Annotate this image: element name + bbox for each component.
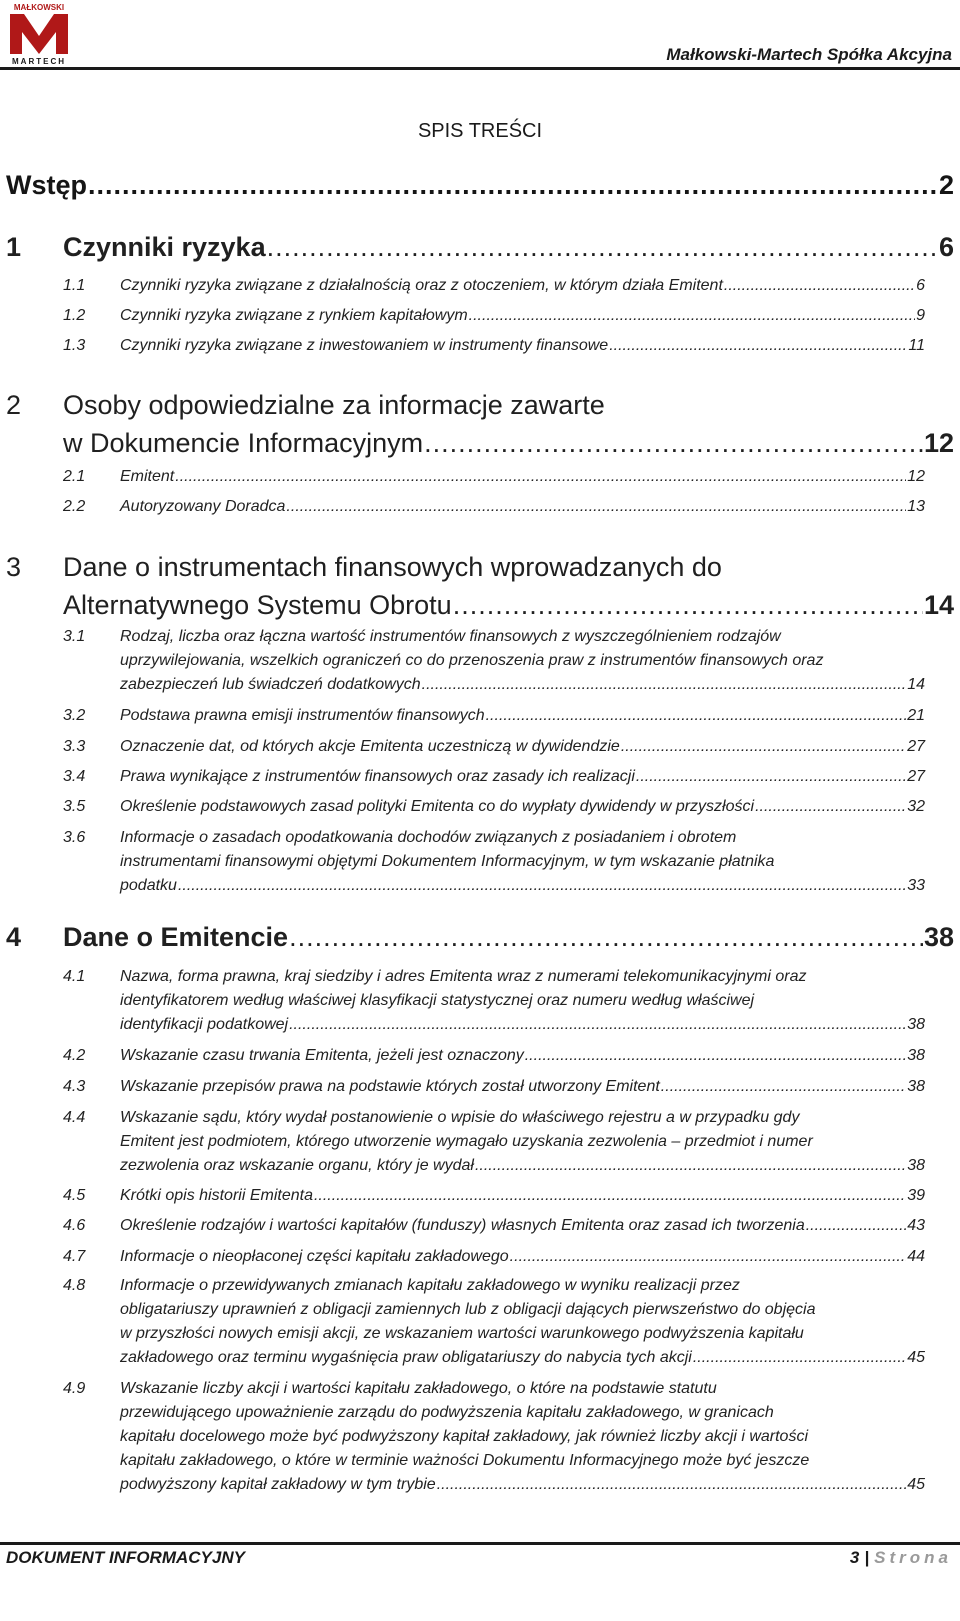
section-number: 3: [6, 552, 22, 582]
entry-text-line: podwyższony kapitał zakładowy w tym trybie: [120, 1476, 436, 1493]
section-number: 1: [6, 232, 22, 262]
section-title-line: Dane o instrumentach finansowych wprowadzanych do: [63, 552, 722, 582]
toc-entry-1-3[interactable]: [0, 337, 960, 359]
entry-text-line: uprzywilejowania, wszelkich ograniczeń co do przenoszenia praw z instrumentów finansowych oraz: [120, 652, 824, 669]
entry-text-line: instrumentami finansowymi objętymi Dokumentem Informacyjnym, w tym wskazanie płatnika: [120, 853, 775, 870]
entry-number: 3.5: [63, 798, 86, 815]
entry-number: 4.4: [63, 1109, 86, 1126]
entry-text-line: obligatariuszy uprawnień z obligacji zamiennych lub z obligacji dających pierwszeństwo do objęcia: [120, 1301, 816, 1318]
entry-text-line: przewidującego upoważnienie zarządu do podwyższenia kapitału zakładowego, w granicach: [120, 1404, 774, 1421]
entry-text-line: zezwolenia oraz wskazanie organu, który je wydał: [120, 1157, 474, 1174]
toc-entry-4-7[interactable]: [0, 1248, 960, 1270]
dot-leader: [453, 590, 923, 621]
toc-entry-3-4[interactable]: [0, 768, 960, 790]
svg-text:MARTECH: MARTECH: [12, 57, 66, 66]
dot-leader: [289, 922, 923, 953]
toc-page-number: 14: [907, 676, 925, 693]
toc-entry-4-6[interactable]: [0, 1217, 960, 1239]
entry-text: Czynniki ryzyka związane z inwestowaniem w instrumenty finansowe: [120, 337, 609, 354]
dot-leader: [661, 1078, 906, 1096]
toc-page-number: 11: [908, 337, 925, 354]
toc-entry-2-1[interactable]: [0, 468, 960, 490]
entry-text-line: identyfikatorem według właściwej klasyfikacji statystycznej oraz numeru według właściwej: [120, 992, 755, 1009]
toc-page-number: 33: [907, 877, 925, 894]
dot-leader: [724, 277, 915, 295]
toc-section-4[interactable]: [0, 922, 960, 962]
entry-text-line: Informacje o przewidywanych zmianach kapitału zakładowego w wyniku realizacji przez: [120, 1277, 740, 1294]
dot-leader: [693, 1349, 906, 1367]
toc-entry-1-2[interactable]: [0, 307, 960, 329]
toc-entry-3-2[interactable]: [0, 707, 960, 729]
toc-entry-1-1[interactable]: [0, 277, 960, 299]
footer-strona-label: Strona: [874, 1548, 952, 1567]
svg-text:MAŁKOWSKI: MAŁKOWSKI: [13, 3, 65, 12]
footer-document-name: DOKUMENT INFORMACYJNY: [6, 1548, 245, 1567]
toc-page-number: 38: [907, 1078, 925, 1095]
toc-page-number: 45: [907, 1349, 925, 1366]
entry-number: 4.8: [63, 1277, 86, 1294]
dot-leader: [178, 877, 906, 895]
toc-entry-4-8[interactable]: [0, 1277, 960, 1375]
footer-separator: |: [864, 1548, 870, 1567]
toc-page-number: 9: [916, 307, 925, 324]
section-number: 2: [6, 390, 22, 420]
toc-page-number: 13: [907, 498, 925, 515]
dot-leader: [486, 707, 907, 725]
section-title: Czynniki ryzyka: [63, 232, 266, 262]
dot-leader: [175, 468, 906, 486]
entry-number: 4.6: [63, 1217, 86, 1234]
toc-section-3[interactable]: [0, 552, 960, 632]
toc-page-number: 38: [907, 1157, 925, 1174]
entry-text: Określenie podstawowych zasad polityki Emitenta co do wypłaty dywidendy w przyszłości: [120, 798, 755, 815]
toc-page-number: 21: [907, 707, 925, 724]
entry-number: 3.2: [63, 707, 86, 724]
dot-leader: [636, 768, 906, 786]
entry-text-line: Wskazanie liczby akcji i wartości kapitału zakładowego, o które na podstawie statutu: [120, 1380, 717, 1397]
entry-text: Czynniki ryzyka związane z rynkiem kapitałowym: [120, 307, 468, 324]
entry-text-line: Rodzaj, liczba oraz łączna wartość instrumentów finansowych z wyszczególnieniem rodzajów: [120, 628, 781, 645]
entry-text-line: Wskazanie sądu, który wydał postanowienie o wpisie do właściwego rejestru a w przypadku gdy: [120, 1109, 800, 1126]
toc-page-number: 39: [907, 1187, 925, 1204]
dot-leader: [437, 1476, 907, 1494]
entry-text: Oznaczenie dat, od których akcje Emitenta uczestniczą w dywidendzie: [120, 738, 620, 755]
toc-page-number: 44: [907, 1248, 925, 1265]
dot-leader: [475, 1157, 906, 1175]
toc-page-number: 14: [923, 590, 954, 620]
toc-entry-3-1[interactable]: [0, 628, 960, 702]
entry-text: Czynniki ryzyka związane z działalnością oraz z otoczeniem, w którym działa Emitent: [120, 277, 723, 294]
entry-text: Informacje o nieopłaconej części kapitału zakładowego: [120, 1248, 509, 1265]
toc-page-number: 12: [907, 468, 925, 485]
toc-page-number: 27: [907, 768, 925, 785]
dot-leader: [314, 1187, 906, 1205]
entry-number: 4.7: [63, 1248, 86, 1265]
entry-number: 4.9: [63, 1380, 86, 1397]
entry-text-line: zakładowego oraz terminu wygaśnięcia praw obligatariuszy do nabycia tych akcji: [120, 1349, 692, 1366]
dot-leader: [469, 307, 915, 325]
entry-number: 4.5: [63, 1187, 86, 1204]
entry-text: Autoryzowany Doradca: [120, 498, 286, 515]
dot-leader: [267, 232, 938, 263]
dot-leader: [88, 170, 938, 201]
section-title-line: w Dokumencie Informacyjnym: [63, 428, 424, 458]
entry-text-line: kapitału docelowego może być podwyższony kapitał zakładowy, jak również liczby akcji i wartości: [120, 1428, 809, 1445]
company-name: Małkowski-Martech Spółka Akcyjna: [666, 45, 952, 64]
toc-page-number: 38: [923, 922, 954, 952]
dot-leader: [289, 1016, 906, 1034]
entry-number: 3.6: [63, 829, 86, 846]
toc-entry-3-3[interactable]: [0, 738, 960, 760]
entry-number: 4.1: [63, 968, 86, 985]
toc-page-number: 32: [907, 798, 925, 815]
entry-number: 2.2: [63, 498, 86, 515]
toc-page-number: 2: [938, 170, 954, 200]
section-title-line: Alternatywnego Systemu Obrotu: [63, 590, 452, 620]
entry-number: 1.3: [63, 337, 86, 354]
toc-entry-4-1[interactable]: [0, 968, 960, 1042]
entry-text: Krótki opis historii Emitenta: [120, 1187, 313, 1204]
section-title-line: Osoby odpowiedzialne za informacje zawarte: [63, 390, 605, 420]
entry-number: 3.1: [63, 628, 86, 645]
dot-leader: [510, 1248, 907, 1266]
section-title: Dane o Emitencie: [63, 922, 289, 952]
header-divider: [0, 67, 960, 70]
section-number: 4: [6, 922, 22, 952]
entry-text: Wskazanie czasu trwania Emitenta, jeżeli jest oznaczony: [120, 1047, 524, 1064]
entry-text-line: w przyszłości nowych emisji akcji, ze wskazaniem wartości warunkowego podwyższenia kapitału: [120, 1325, 804, 1342]
toc-entry-3-5[interactable]: [0, 798, 960, 820]
dot-leader: [806, 1217, 906, 1235]
entry-number: 1.2: [63, 307, 86, 324]
entry-text: Emitent: [120, 468, 175, 485]
page-header: [0, 0, 960, 72]
toc-entry-4-5[interactable]: [0, 1187, 960, 1209]
toc-section-1[interactable]: [0, 232, 960, 272]
footer-divider: [0, 1542, 960, 1545]
dot-leader: [755, 798, 906, 816]
entry-text-line: Nazwa, forma prawna, kraj siedziby i adres Emitenta wraz z numerami telekomunikacyjnymi oraz: [120, 968, 807, 985]
page-footer: [0, 1542, 960, 1621]
entry-text: Podstawa prawna emisji instrumentów finansowych: [120, 707, 485, 724]
toc-entry-4-3[interactable]: [0, 1078, 960, 1100]
entry-text-line: zabezpieczeń lub świadczeń dodatkowych: [120, 676, 421, 693]
entry-number: 4.2: [63, 1047, 86, 1064]
entry-text-line: identyfikacji podatkowej: [120, 1016, 289, 1033]
toc-entry-3-6[interactable]: [0, 829, 960, 903]
toc-entry-4-4[interactable]: [0, 1109, 960, 1183]
toc-page-number: 27: [907, 738, 925, 755]
entry-text-line: kapitału zakładowego, o które w terminie ważności Dokumentu Informacyjnego może być jeszcze: [120, 1452, 810, 1469]
dot-leader: [422, 676, 907, 694]
toc-entry-2-2[interactable]: [0, 498, 960, 520]
toc-entry-4-2[interactable]: [0, 1047, 960, 1069]
toc-page-number: 38: [907, 1047, 925, 1064]
toc-page-number: 45: [907, 1476, 925, 1493]
dot-leader: [609, 337, 907, 355]
entry-text: Wskazanie przepisów prawa na podstawie których został utworzony Emitent: [120, 1078, 660, 1095]
toc-page-number: 6: [938, 232, 954, 262]
entry-number: 2.1: [63, 468, 86, 485]
entry-number: 1.1: [63, 277, 86, 294]
entry-text: Prawa wynikające z instrumentów finansowych oraz zasady ich realizacji: [120, 768, 635, 785]
toc-entry-wstep[interactable]: [6, 170, 954, 201]
toc-entry-label: Wstęp: [6, 170, 87, 200]
entry-text: Określenie rodzajów i wartości kapitałów (funduszy) własnych Emitenta oraz zasad ich tworzenia: [120, 1217, 805, 1234]
toc-entry-4-9[interactable]: [0, 1380, 960, 1502]
entry-number: 4.3: [63, 1078, 86, 1095]
entry-text-line: Informacje o zasadach opodatkowania dochodów związanych z posiadaniem i obrotem: [120, 829, 737, 846]
toc-page-number: 6: [916, 277, 925, 294]
dot-leader: [525, 1047, 906, 1065]
toc-page-number: 38: [907, 1016, 925, 1033]
dot-leader: [424, 428, 923, 459]
company-logo: [6, 2, 72, 66]
entry-text-line: Emitent jest podmiotem, którego utworzenie wymagało uzyskania zezwolenia – przedmiot i numer: [120, 1133, 813, 1150]
footer-page-indicator: [850, 1548, 952, 1568]
entry-text-line: podatku: [120, 877, 177, 894]
toc-page-number: 12: [923, 428, 954, 458]
dot-leader: [621, 738, 906, 756]
toc-page-number: 43: [907, 1217, 925, 1234]
entry-number: 3.3: [63, 738, 86, 755]
footer-page-number: 3: [849, 1548, 860, 1567]
toc-title: SPIS TREŚCI: [417, 120, 543, 142]
dot-leader: [286, 498, 906, 516]
toc-section-2[interactable]: [0, 390, 960, 470]
entry-number: 3.4: [63, 768, 86, 785]
